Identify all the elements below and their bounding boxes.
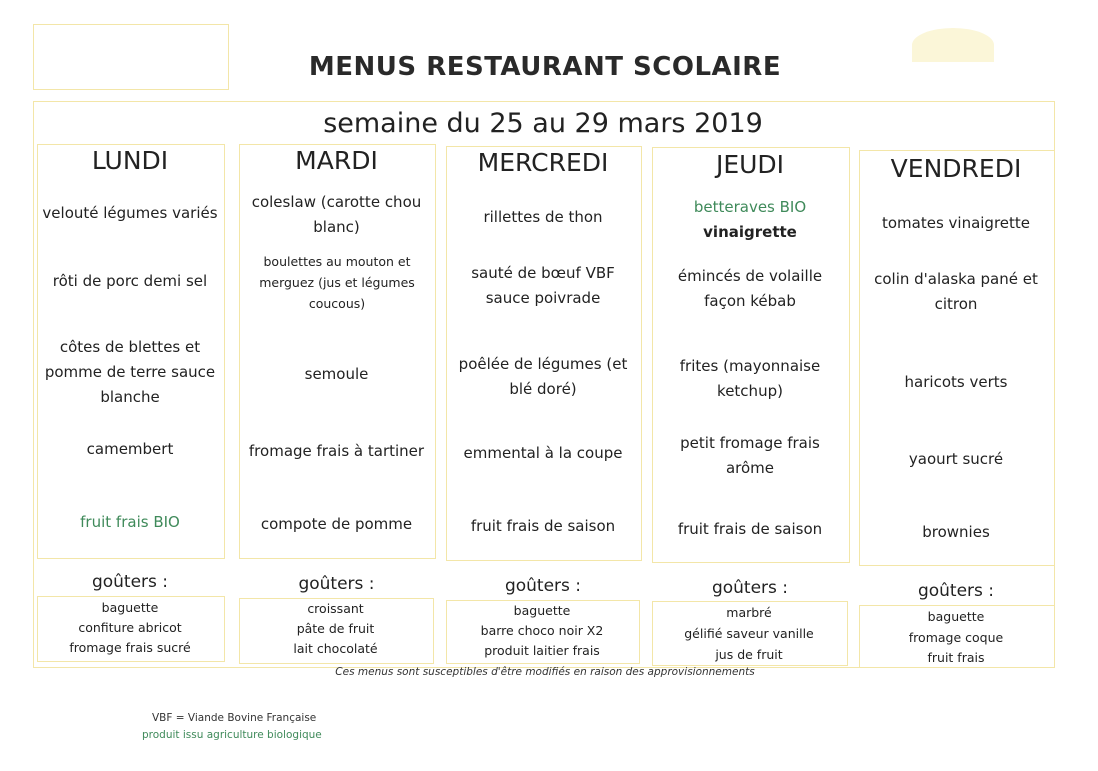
legend-vbf: VBF = Viande Bovine Française	[152, 712, 317, 724]
menu-item: haricots verts	[904, 373, 1008, 391]
gouter-item: marbré	[726, 605, 772, 620]
gouter-title: goûters :	[298, 574, 375, 594]
menu-item: boulettes au mouton et merguez (jus et légumes coucous)	[259, 254, 415, 311]
gouter-item: baguette	[101, 600, 159, 615]
menu-item: petit fromage frais arôme	[680, 434, 820, 477]
gouter-item: fromage frais sucré	[69, 640, 191, 655]
menu-item: rillettes de thon	[483, 208, 603, 226]
gouter-item: fromage coque	[908, 630, 1004, 645]
disclaimer-note: Ces menus sont susceptibles d'être modifiés en raison des approvisionnements	[335, 666, 755, 678]
menu-item: vinaigrette	[703, 223, 797, 241]
menu-item: frites (mayonnaise ketchup)	[679, 357, 821, 400]
menu-item: fruit frais de saison	[677, 520, 823, 538]
day-name: LUNDI	[91, 146, 169, 175]
menu-item: brownies	[922, 523, 990, 541]
menu-item: camembert	[86, 440, 174, 458]
menu-item: colin d'alaska pané et citron	[874, 270, 1038, 313]
menu-item-bio: fruit frais BIO	[80, 513, 180, 531]
menu-item: côtes de blettes et pomme de terre sauce blanche	[44, 338, 216, 406]
gouter-item: jus de fruit	[715, 647, 783, 662]
day-name: VENDREDI	[890, 154, 1022, 183]
menu-item-bio: betteraves BIO	[693, 198, 807, 216]
menu-item: émincés de volaille façon kébab	[677, 267, 823, 310]
week-label: semaine du 25 au 29 mars 2019	[323, 108, 763, 139]
day-name: MARDI	[295, 146, 378, 175]
menu-item: tomates vinaigrette	[881, 214, 1031, 232]
menu-item: fromage frais à tartiner	[248, 442, 425, 460]
menu-item: velouté légumes variés	[42, 204, 218, 222]
menu-item: coleslaw (carotte chou blanc)	[251, 193, 422, 236]
menu-item: fruit frais de saison	[470, 517, 616, 535]
gouter-title: goûters :	[91, 572, 169, 592]
sun-decoration-icon	[912, 28, 994, 62]
day-name: JEUDI	[715, 150, 785, 179]
menu-item: compote de pomme	[260, 515, 413, 533]
day-name: MERCREDI	[477, 148, 609, 177]
gouter-item: pâte de fruit	[296, 621, 375, 636]
menu-item: poêlée de légumes (et blé doré)	[458, 355, 628, 398]
gouter-item: barre choco noir X2	[480, 623, 604, 638]
legend-bio: produit issu agriculture biologique	[142, 729, 322, 741]
menu-item: semoule	[304, 365, 369, 383]
gouter-item: produit laitier frais	[484, 643, 600, 658]
gouter-title: goûters :	[917, 581, 995, 601]
gouter-item: croissant	[307, 601, 364, 616]
menu-item: rôti de porc demi sel	[52, 272, 208, 290]
gouter-item: fruit frais	[927, 650, 985, 665]
gouter-item: baguette	[927, 609, 985, 624]
gouter-item: baguette	[513, 603, 571, 618]
gouter-item: lait chocolaté	[293, 641, 378, 656]
gouter-title: goûters :	[711, 578, 789, 598]
gouter-item: confiture abricot	[78, 620, 182, 635]
gouter-title: goûters :	[504, 576, 582, 596]
menu-item: emmental à la coupe	[463, 444, 623, 462]
menu-item: sauté de bœuf VBF sauce poivrade	[471, 264, 615, 307]
page-title: MENUS RESTAURANT SCOLAIRE	[308, 52, 782, 82]
menu-item: yaourt sucré	[908, 450, 1004, 468]
gouter-item: gélifié saveur vanille	[684, 626, 814, 641]
